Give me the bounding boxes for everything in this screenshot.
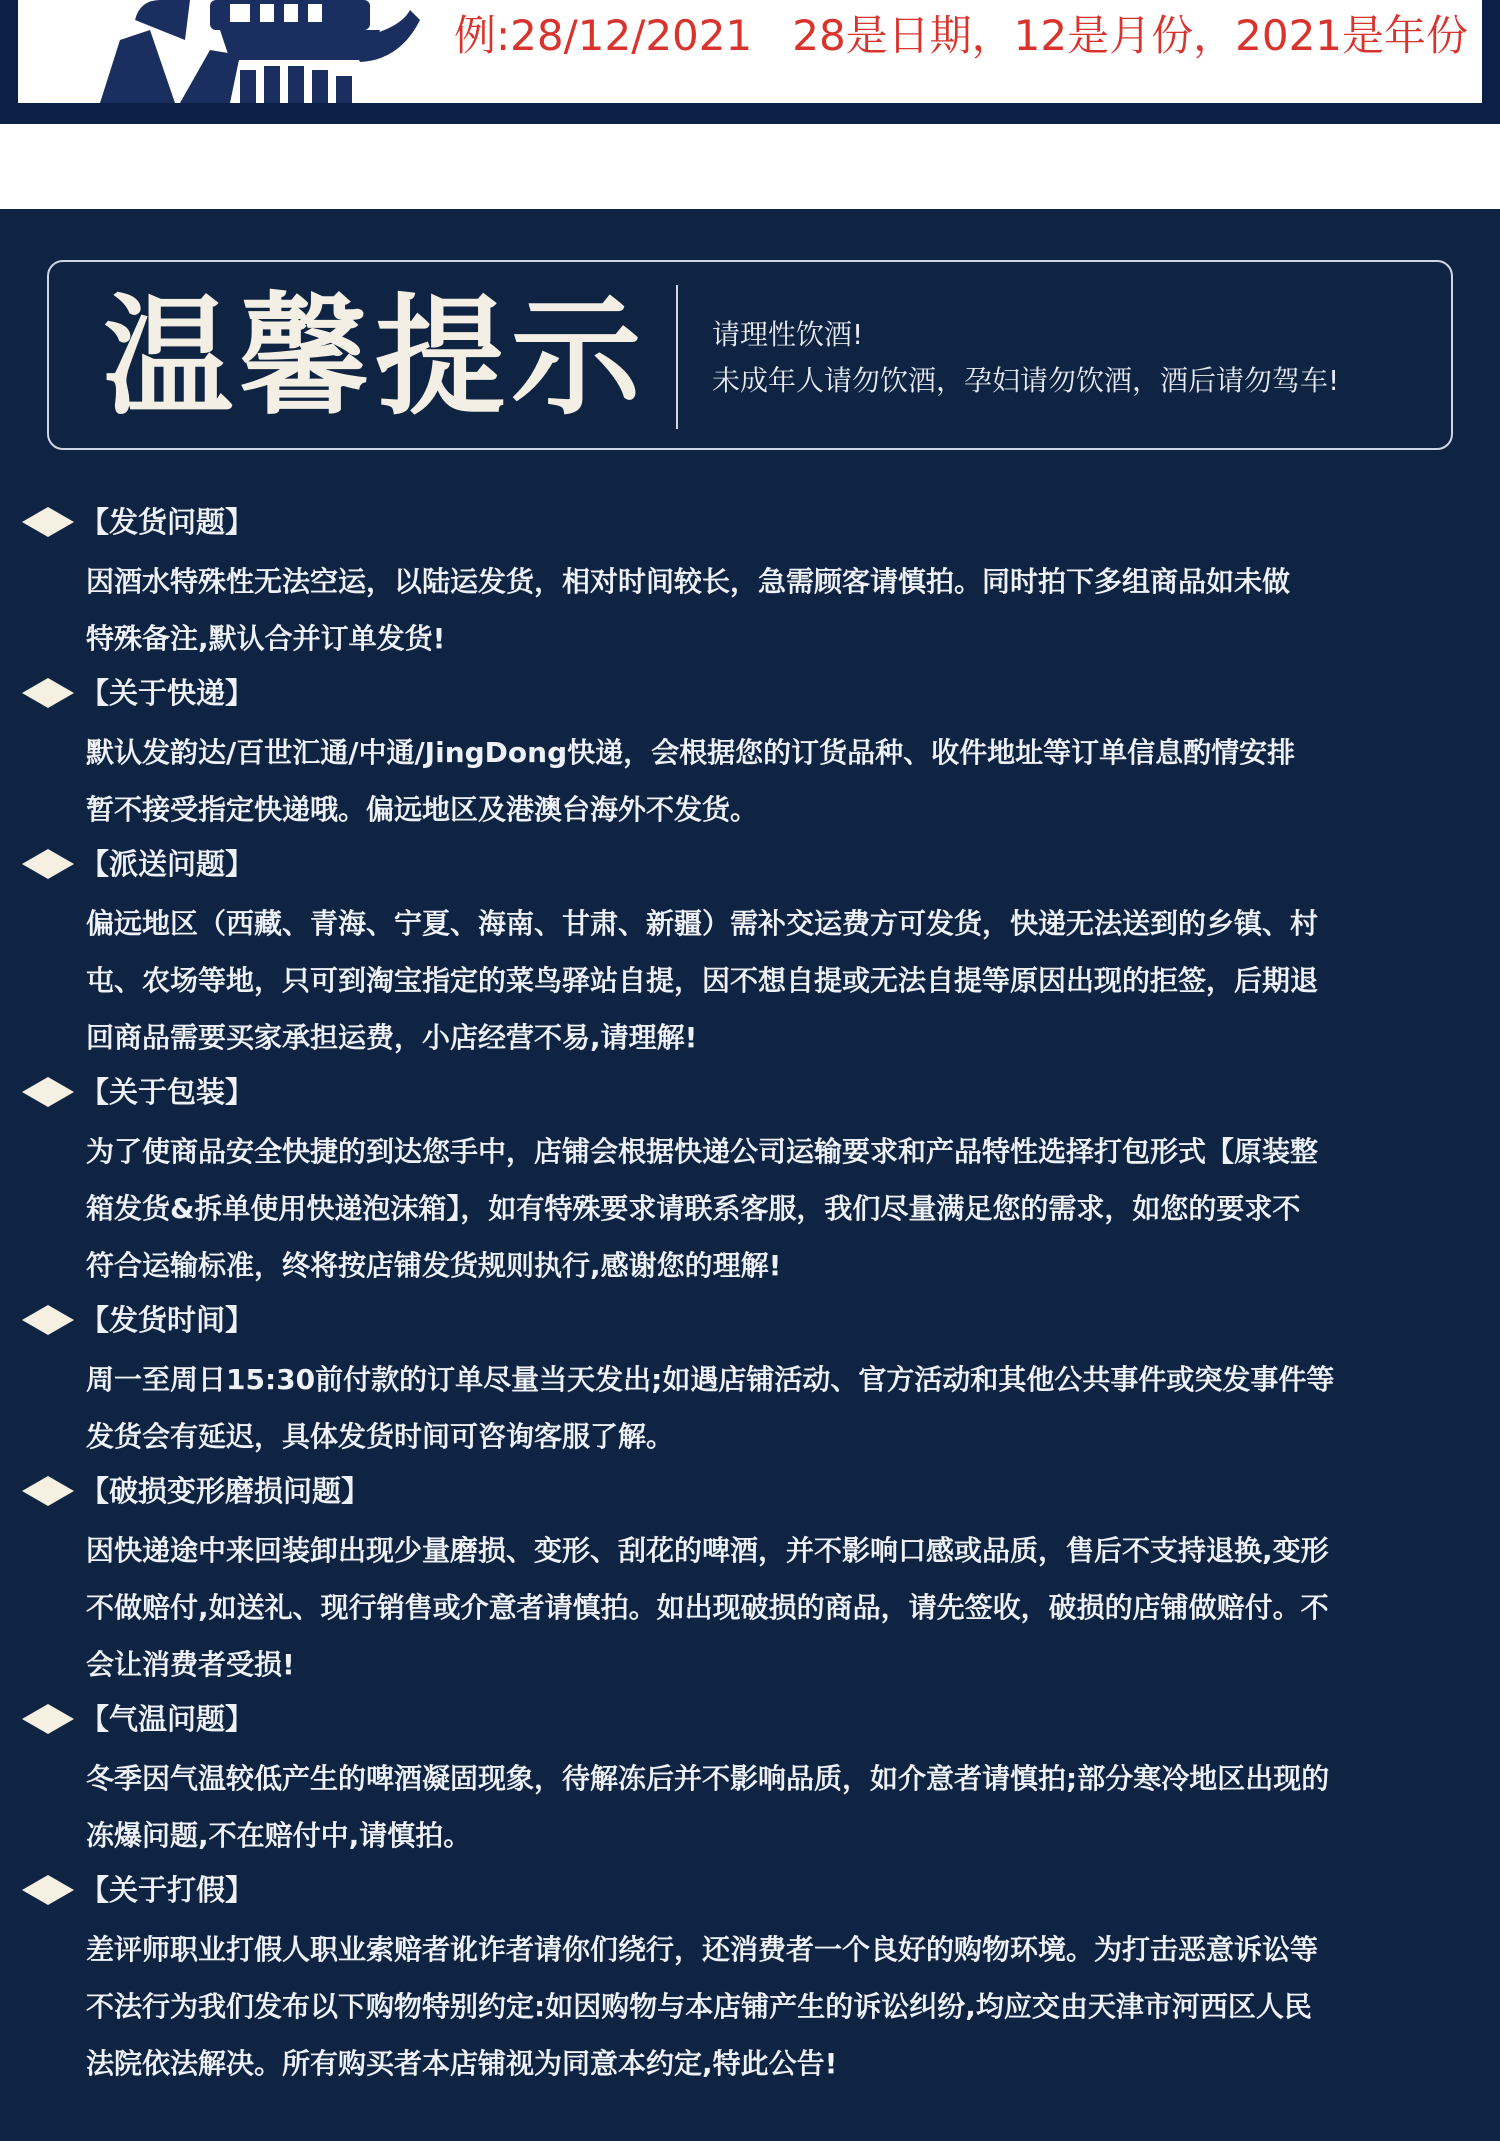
mascot-illustration-icon	[80, 0, 420, 103]
notice-section	[0, 1465, 1500, 1693]
notice-section	[0, 1066, 1500, 1294]
section-body-line: 冻爆问题,不在赔付中,请慎拍。	[86, 1819, 472, 1852]
section-heading: 【派送问题】	[80, 847, 255, 881]
section-body-line: 差评师职业打假人职业索赔者讹诈者请你们绕行，还消费者一个良好的购物环境。为打击恶意诉讼等	[86, 1933, 1319, 1966]
section-body-line: 符合运输标准，终将按店铺发货规则执行,感谢您的理解!	[86, 1249, 782, 1282]
diamond-bullet-icon	[20, 1303, 76, 1337]
diamond-bullet-icon	[20, 1873, 76, 1907]
section-body	[86, 1351, 1456, 1465]
section-heading: 【发货时间】	[80, 1303, 255, 1337]
notice-section	[0, 1693, 1500, 1864]
section-body-line: 会让消费者受损!	[86, 1648, 295, 1681]
section-heading: 【关于快递】	[80, 676, 255, 710]
section-body-line: 不做赔付,如送礼、现行销售或介意者请慎拍。如出现破损的商品，请先签收，破损的店铺做赔付。不	[86, 1591, 1329, 1624]
top-banner	[0, 0, 1500, 124]
diamond-bullet-icon	[20, 847, 76, 881]
section-body-line: 默认发韵达/百世汇通/中通/JingDong快递，会根据您的订货品种、收件地址等订单信息酌情安排	[86, 736, 1296, 769]
section-body-line: 特殊备注,默认合并订单发货!	[86, 622, 446, 655]
banner-inner-card	[18, 0, 1482, 103]
section-heading: 【关于包装】	[80, 1075, 255, 1109]
section-body	[86, 1750, 1456, 1864]
section-body-line: 发货会有延迟，具体发货时间可咨询客服了解。	[86, 1420, 675, 1453]
section-body	[86, 1921, 1456, 2092]
date-format-example	[454, 2, 1500, 70]
notice-section	[0, 1294, 1500, 1465]
section-body-line: 因酒水特殊性无法空运，以陆运发货，相对时间较长，急需顾客请慎拍。同时拍下多组商品如未做	[86, 565, 1291, 598]
notice-subtitle	[712, 312, 1339, 404]
section-body-line: 法院依法解决。所有购买者本店铺视为同意本约定,特此公告!	[86, 2047, 838, 2080]
section-body	[86, 1522, 1456, 1693]
title-divider	[676, 285, 678, 429]
section-body-line: 冬季因气温较低产生的啤酒凝固现象，待解冻后并不影响品质，如介意者请慎拍;部分寒冷地区出现的	[86, 1762, 1330, 1795]
notice-section	[0, 1864, 1500, 2092]
notice-section	[0, 667, 1500, 838]
notice-title: 温馨提示	[103, 280, 648, 433]
section-body-line: 偏远地区（西藏、青海、宁夏、海南、甘肃、新疆）需补交运费方可发货，快递无法送到的乡镇、村	[86, 907, 1319, 940]
section-body	[86, 895, 1456, 1066]
section-body-line: 回商品需要买家承担运费，小店经营不易,请理解!	[86, 1021, 698, 1054]
section-heading: 【破损变形磨损问题】	[80, 1474, 371, 1508]
section-body	[86, 1123, 1456, 1294]
subtitle-line: 未成年人请勿饮酒，孕妇请勿饮酒，酒后请勿驾车!	[712, 364, 1340, 397]
section-body-line: 不法行为我们发布以下购物特别约定:如因购物与本店铺产生的诉讼纠纷,均应交由天津市河西区人民	[86, 1990, 1312, 2023]
date-example-text: 例:28/12/2021	[454, 11, 753, 60]
notice-section	[0, 496, 1500, 667]
diamond-bullet-icon	[20, 1702, 76, 1736]
date-explain-text: 28是日期，12是月份，2021是年份	[792, 11, 1469, 60]
section-heading: 【气温问题】	[80, 1702, 255, 1736]
diamond-bullet-icon	[20, 1075, 76, 1109]
section-body-line: 箱发货&拆单使用快递泡沫箱】，如有特殊要求请联系客服，我们尽量满足您的需求，如您的要求不	[86, 1192, 1301, 1225]
section-body-line: 暂不接受指定快递哦。偏远地区及港澳台海外不发货。	[86, 793, 759, 826]
diamond-bullet-icon	[20, 1474, 76, 1508]
section-body-line: 为了使商品安全快捷的到达您手中，店铺会根据快递公司运输要求和产品特性选择打包形式【原装整	[86, 1135, 1319, 1168]
section-body-line: 屯、农场等地，只可到淘宝指定的菜鸟驿站自提，因不想自提或无法自提等原因出现的拒签，后期退	[86, 964, 1319, 997]
notice-section	[0, 838, 1500, 1066]
diamond-bullet-icon	[20, 505, 76, 539]
section-heading: 【发货问题】	[80, 505, 255, 539]
section-body	[86, 553, 1456, 667]
section-body	[86, 724, 1456, 838]
section-body-line: 周一至周日15:30前付款的订单尽量当天发出;如遇店铺活动、官方活动和其他公共事件或突发事件等	[86, 1363, 1335, 1396]
subtitle-line: 请理性饮酒!	[712, 318, 864, 351]
section-heading: 【关于打假】	[80, 1873, 255, 1907]
diamond-bullet-icon	[20, 676, 76, 710]
section-body-line: 因快递途中来回装卸出现少量磨损、变形、刮花的啤酒，并不影响口感或品质，售后不支持退换,变形	[86, 1534, 1329, 1567]
